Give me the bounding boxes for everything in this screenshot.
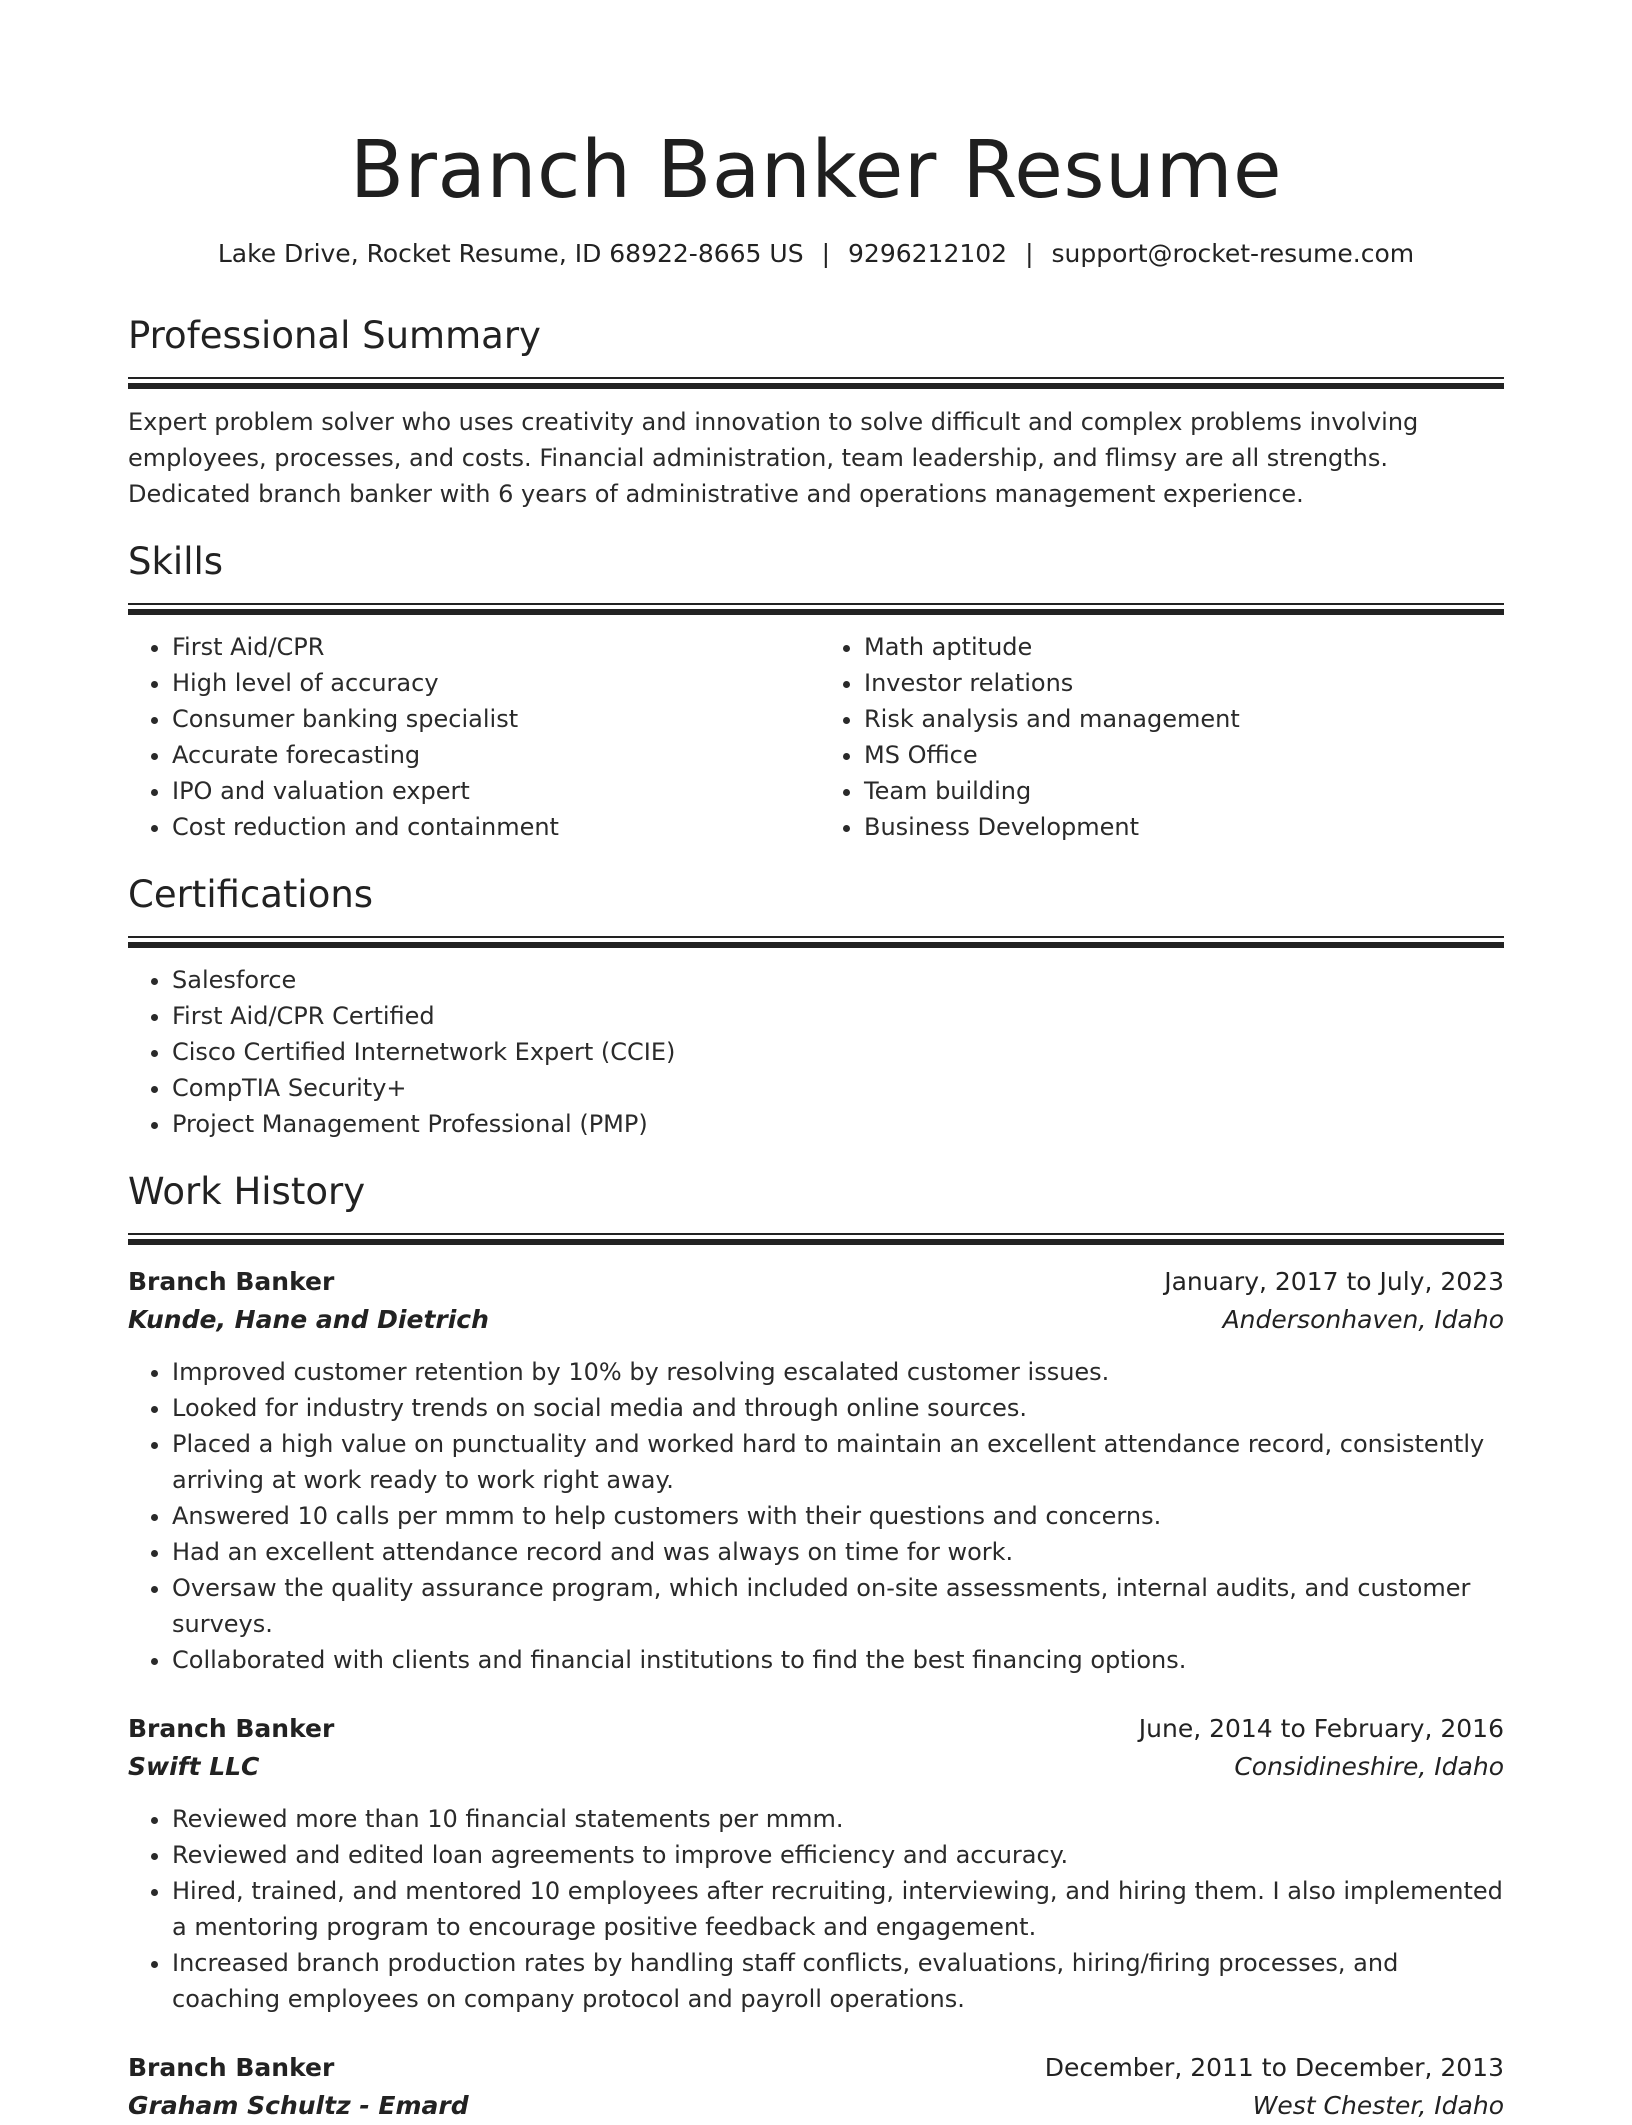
job-title: Branch Banker	[128, 2053, 335, 2082]
contact-address: Lake Drive, Rocket Resume, ID 68922-8665 US	[217, 239, 804, 268]
job-bullet: • Oversaw the quality assurance program, which included on-site assessments, internal audits, and customer surveys.	[172, 1570, 1504, 1642]
contact-phone: 9296212102	[848, 239, 1008, 268]
job-bullet: • Improved customer retention by 10% by resolving escalated customer issues.	[172, 1354, 1504, 1390]
job-bullet: • Hired, trained, and mentored 10 employees after recruiting, interviewing, and hiring them. I also implemented a mentoring program to encourage positive feedback and engagement.	[172, 1873, 1504, 1945]
certification-item: • First Aid/CPR Certified	[172, 998, 1504, 1034]
section-heading-summary: Professional Summary	[128, 314, 541, 357]
certifications-section	[128, 871, 1504, 1142]
skills-section	[128, 538, 1504, 845]
job-dates: June, 2014 to February, 2016	[1138, 1714, 1504, 1743]
job-location: Considineshire, Idaho	[1234, 1752, 1504, 1781]
contact-separator: |	[821, 239, 831, 268]
job-company: Graham Schultz - Emard	[128, 2091, 469, 2120]
skill-item: • Accurate forecasting	[172, 737, 816, 773]
skill-item: • Business Development	[864, 809, 1504, 845]
job-bullet: • Collaborated with clients and financial institutions to find the best financing options.	[172, 1642, 1504, 1678]
skills-list-left	[128, 629, 816, 845]
summary-text: Expert problem solver who uses creativity and innovation to solve difficult and complex problems involving employees, processes, and costs. Financial administration, team leadership, and flimsy are all strengths. Dedicated branch banker with 6 years of administrative and operations management experience.	[128, 408, 1419, 508]
summary-section	[128, 312, 1504, 512]
job-bullet: • Had an excellent attendance record and was always on time for work.	[172, 1534, 1504, 1570]
job-location: Andersonhaven, Idaho	[1222, 1305, 1504, 1334]
skills-list-right	[816, 629, 1504, 845]
section-heading-work-history: Work History	[128, 1170, 366, 1213]
skill-item: • First Aid/CPR	[172, 629, 816, 665]
job-bullets	[128, 1801, 1504, 2017]
certification-item: • CompTIA Security+	[172, 1070, 1504, 1106]
job-bullet: • Reviewed more than 10 financial statements per mmm.	[172, 1801, 1504, 1837]
skill-item: • MS Office	[864, 737, 1504, 773]
skill-item: • Cost reduction and containment	[172, 809, 816, 845]
job-header-row	[128, 2049, 1504, 2087]
job-bullets	[128, 1354, 1504, 1678]
job-subheader-row	[128, 1748, 1504, 1786]
job-company: Kunde, Hane and Dietrich	[128, 1305, 489, 1334]
skills-column-left	[128, 629, 816, 845]
section-divider	[128, 1233, 1504, 1245]
job-bullet: • Looked for industry trends on social media and through online sources.	[172, 1390, 1504, 1426]
job-entry	[128, 1710, 1504, 2017]
skill-item: • High level of accuracy	[172, 665, 816, 701]
skill-item: • Risk analysis and management	[864, 701, 1504, 737]
job-dates: January, 2017 to July, 2023	[1164, 1267, 1504, 1296]
job-entry	[128, 2049, 1504, 2125]
certification-item: • Salesforce	[172, 962, 1504, 998]
skills-columns	[128, 629, 1504, 845]
job-subheader-row	[128, 2087, 1504, 2125]
skill-item: • Investor relations	[864, 665, 1504, 701]
job-subheader-row	[128, 1301, 1504, 1339]
section-divider	[128, 603, 1504, 615]
job-dates: December, 2011 to December, 2013	[1044, 2053, 1504, 2082]
certification-item: • Cisco Certified Internetwork Expert (CCIE)	[172, 1034, 1504, 1070]
work-history-section	[128, 1168, 1504, 2125]
job-header-row	[128, 1263, 1504, 1301]
job-bullet: • Answered 10 calls per mmm to help customers with their questions and concerns.	[172, 1498, 1504, 1534]
section-divider	[128, 936, 1504, 948]
section-divider	[128, 377, 1504, 389]
job-header-row	[128, 1710, 1504, 1748]
skill-item: • Consumer banking specialist	[172, 701, 816, 737]
job-location: West Chester, Idaho	[1252, 2091, 1504, 2120]
job-title: Branch Banker	[128, 1714, 335, 1743]
skill-item: • Team building	[864, 773, 1504, 809]
job-bullet: • Increased branch production rates by handling staff conflicts, evaluations, hiring/firing processes, and coaching employees on company protocol and payroll operations.	[172, 1945, 1504, 2017]
contact-email: support@rocket-resume.com	[1051, 239, 1415, 268]
resume-page	[128, 0, 1504, 2125]
skill-item: • IPO and valuation expert	[172, 773, 816, 809]
section-heading-skills: Skills	[128, 540, 224, 583]
section-heading-certifications: Certifications	[128, 873, 374, 916]
job-bullet: • Placed a high value on punctuality and worked hard to maintain an excellent attendance record, consistently arriving at work ready to work right away.	[172, 1426, 1504, 1498]
skill-item: • Math aptitude	[864, 629, 1504, 665]
certifications-list	[128, 962, 1504, 1142]
contact-separator: |	[1025, 239, 1034, 268]
job-entry	[128, 1263, 1504, 1678]
skills-column-right	[816, 629, 1504, 845]
resume-title: Branch Banker Resume	[349, 124, 1283, 216]
job-company: Swift LLC	[128, 1752, 260, 1781]
contact-line	[128, 236, 1504, 272]
job-bullet: • Reviewed and edited loan agreements to improve efficiency and accuracy.	[172, 1837, 1504, 1873]
job-title: Branch Banker	[128, 1267, 335, 1296]
certification-item: • Project Management Professional (PMP)	[172, 1106, 1504, 1142]
